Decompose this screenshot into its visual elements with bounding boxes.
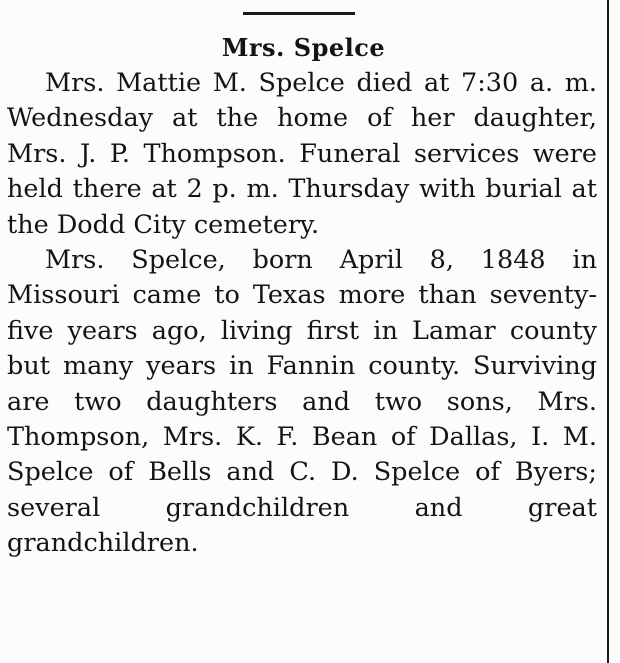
article-paragraph: Mrs. Spelce, born April 8, 1848 in Missouri came to Texas more than seventy-five years ago, living first in Lamar county but many years in Fannin county. Surviving are two daughters and two sons, Mrs. Thompson, Mrs. K. F. Bean of Dallas, I. M. Spelce of Bells and C. D. Spelce of Byers; several grandchildren and great grandchildren.	[7, 245, 597, 559]
article-headline: Mrs. Spelce	[221, 33, 386, 62]
column-rule	[607, 0, 609, 663]
article-body	[7, 66, 597, 562]
top-rule	[243, 12, 355, 15]
article-paragraph: Mrs. Mattie M. Spelce died at 7:30 a. m. Wednesday at the home of her daughter, Mrs. J. P. Thompson. Funeral services were held there at 2 p. m. Thursday with burial at the Dodd City cemetery.	[7, 68, 597, 240]
